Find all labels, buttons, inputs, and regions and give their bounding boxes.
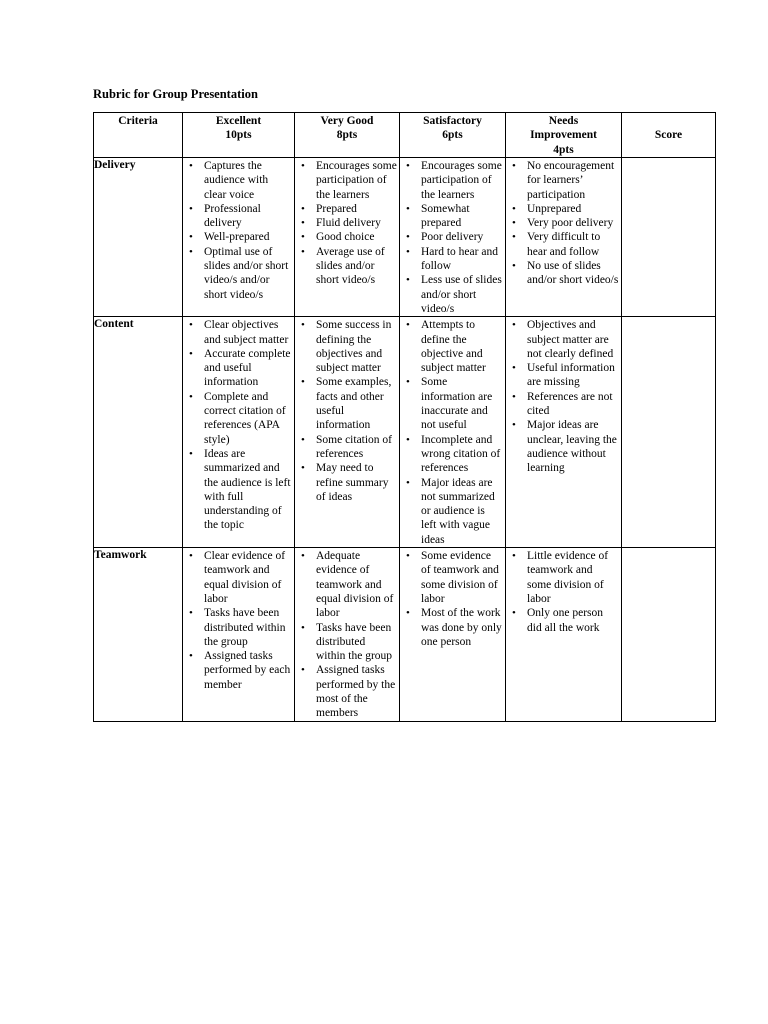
cell-excellent <box>183 548 295 722</box>
descriptor-item: • No use of slides and/or short video/s <box>506 259 621 288</box>
descriptor-item: • Ideas are summarized and the audience is left with full understanding of the topic <box>183 447 294 533</box>
descriptor-item: • Very difficult to hear and follow <box>506 230 621 259</box>
descriptor-item: • Some evidence of teamwork and some division of labor <box>400 549 505 606</box>
descriptor-item: • Accurate complete and useful information <box>183 347 294 390</box>
cell-needs-improvement <box>506 317 622 548</box>
descriptor-item: • Only one person did all the work <box>506 606 621 635</box>
descriptor-item: • May need to refine summary of ideas <box>295 461 399 504</box>
score-cell <box>622 158 716 317</box>
descriptor-item: • References are not cited <box>506 390 621 419</box>
descriptor-item: • Hard to hear and follow <box>400 245 505 274</box>
header-score: Score <box>622 113 716 158</box>
descriptor-list <box>183 317 294 532</box>
criterion-label: Content <box>94 317 183 548</box>
cell-very-good <box>295 158 400 317</box>
descriptor-item: • Tasks have been distributed within the group <box>183 606 294 649</box>
descriptor-list <box>400 548 505 649</box>
cell-very-good <box>295 317 400 548</box>
descriptor-item: • Encourages some participation of the learners <box>400 159 505 202</box>
descriptor-item: • Complete and correct citation of references (APA style) <box>183 390 294 447</box>
descriptor-item: • Incomplete and wrong citation of references <box>400 433 505 476</box>
descriptor-item: • Professional delivery <box>183 202 294 231</box>
cell-needs-improvement <box>506 548 622 722</box>
descriptor-item: • No encouragement for learners’ participation <box>506 159 621 202</box>
descriptor-item: • Some success in defining the objectives and subject matter <box>295 318 399 375</box>
score-cell <box>622 317 716 548</box>
descriptor-item: • Very poor delivery <box>506 216 621 230</box>
rubric-table <box>93 112 716 722</box>
descriptor-item: • Most of the work was done by only one person <box>400 606 505 649</box>
descriptor-item: • Well-prepared <box>183 230 294 244</box>
descriptor-item: • Some information are inaccurate and not useful <box>400 375 505 432</box>
cell-excellent <box>183 317 295 548</box>
descriptor-item: • Major ideas are not summarized or audience is left with vague ideas <box>400 476 505 547</box>
document-title: Rubric for Group Presentation <box>93 87 258 101</box>
descriptor-list <box>506 158 621 288</box>
descriptor-item: • Clear evidence of teamwork and equal division of labor <box>183 549 294 606</box>
descriptor-item: • Attempts to define the objective and subject matter <box>400 318 505 375</box>
descriptor-list <box>506 317 621 475</box>
descriptor-item: • Useful information are missing <box>506 361 621 390</box>
descriptor-item: • Unprepared <box>506 202 621 216</box>
descriptor-list <box>183 548 294 692</box>
descriptor-list <box>183 158 294 302</box>
descriptor-list <box>295 158 399 288</box>
rubric-row-delivery <box>94 158 716 317</box>
rubric-row-content <box>94 317 716 548</box>
header-row <box>94 113 716 158</box>
descriptor-item: • Prepared <box>295 202 399 216</box>
criterion-label: Teamwork <box>94 548 183 722</box>
descriptor-item: • Good choice <box>295 230 399 244</box>
descriptor-item: • Some citation of references <box>295 433 399 462</box>
cell-satisfactory <box>400 548 506 722</box>
descriptor-item: • Captures the audience with clear voice <box>183 159 294 202</box>
cell-very-good <box>295 548 400 722</box>
criterion-label: Delivery <box>94 158 183 317</box>
rubric-body <box>94 158 716 722</box>
descriptor-item: • Less use of slides and/or short video/s <box>400 273 505 316</box>
cell-satisfactory <box>400 317 506 548</box>
descriptor-list <box>295 317 399 504</box>
cell-needs-improvement <box>506 158 622 317</box>
descriptor-item: • Poor delivery <box>400 230 505 244</box>
descriptor-list <box>506 548 621 635</box>
descriptor-item: • Assigned tasks performed by the most of the members <box>295 663 399 720</box>
descriptor-item: • Adequate evidence of teamwork and equal division of labor <box>295 549 399 620</box>
cell-excellent <box>183 158 295 317</box>
rubric-row-teamwork <box>94 548 716 722</box>
header-criteria: Criteria <box>94 113 183 158</box>
descriptor-list <box>400 158 505 316</box>
descriptor-item: • Average use of slides and/or short video/s <box>295 245 399 288</box>
descriptor-item: • Major ideas are unclear, leaving the audience without learning <box>506 418 621 475</box>
descriptor-item: • Little evidence of teamwork and some division of labor <box>506 549 621 606</box>
descriptor-item: • Optimal use of slides and/or short video/s and/or short video/s <box>183 245 294 302</box>
header-satisfactory: Satisfactory 6pts <box>400 113 506 158</box>
header-excellent: Excellent 10pts <box>183 113 295 158</box>
descriptor-item: • Objectives and subject matter are not clearly defined <box>506 318 621 361</box>
descriptor-item: • Fluid delivery <box>295 216 399 230</box>
cell-satisfactory <box>400 158 506 317</box>
descriptor-item: • Some examples, facts and other useful information <box>295 375 399 432</box>
header-needs-improvement: Needs Improvement 4pts <box>506 113 622 158</box>
descriptor-item: • Somewhat prepared <box>400 202 505 231</box>
descriptor-item: • Assigned tasks performed by each member <box>183 649 294 692</box>
descriptor-list <box>400 317 505 547</box>
descriptor-list <box>295 548 399 721</box>
descriptor-item: • Encourages some participation of the learners <box>295 159 399 202</box>
header-very-good: Very Good 8pts <box>295 113 400 158</box>
score-cell <box>622 548 716 722</box>
descriptor-item: • Tasks have been distributed within the group <box>295 621 399 664</box>
descriptor-item: • Clear objectives and subject matter <box>183 318 294 347</box>
